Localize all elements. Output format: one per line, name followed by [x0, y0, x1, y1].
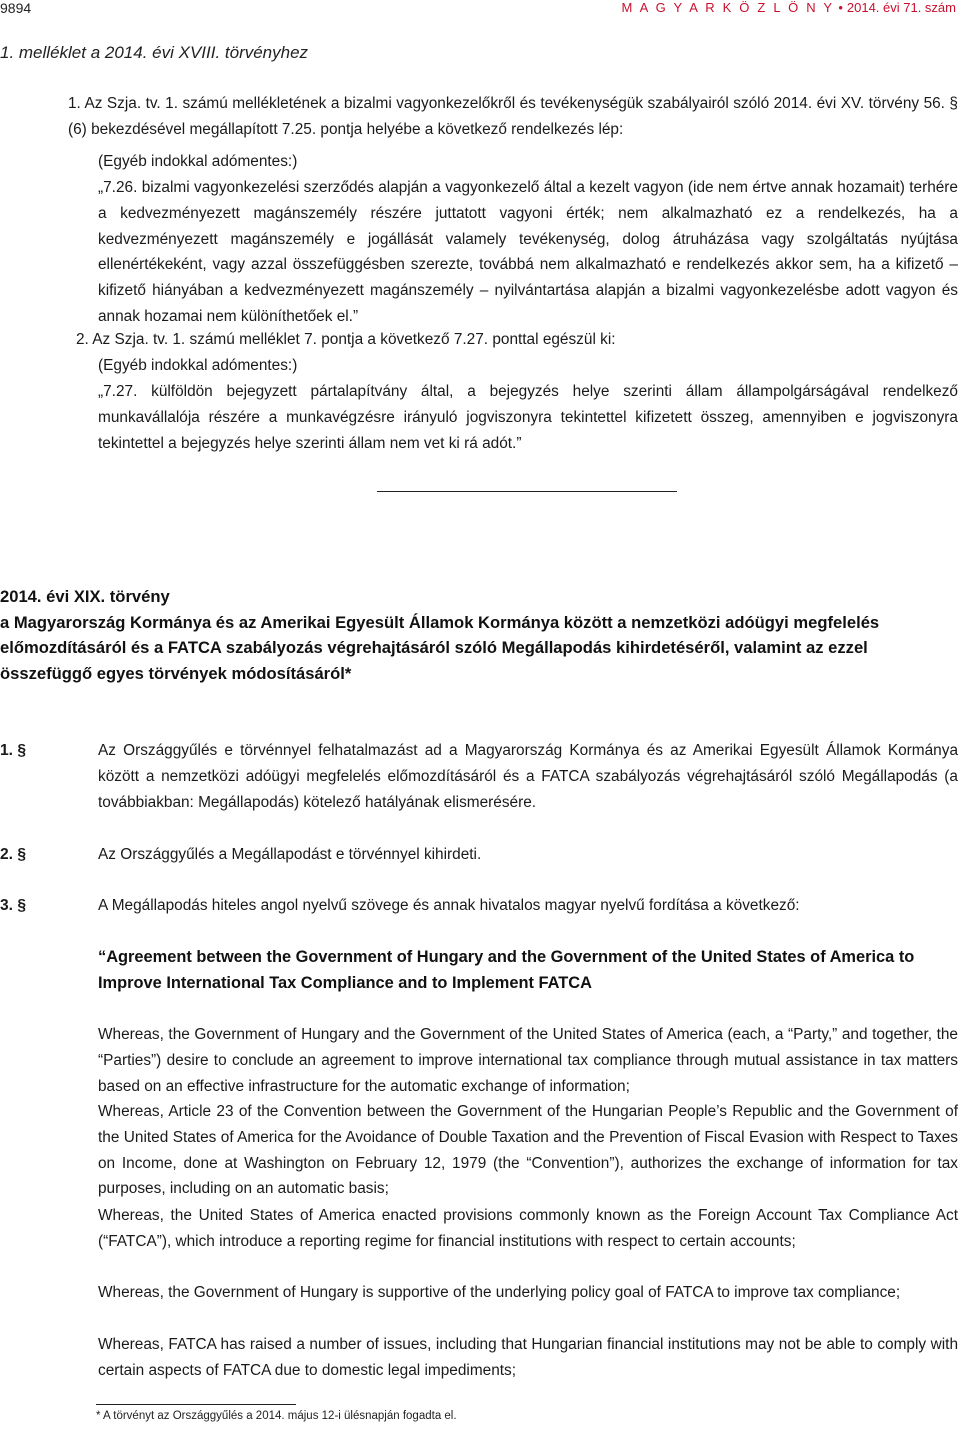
section-1-number: 1. § — [0, 742, 27, 759]
agreement-recital-3: Whereas, the United States of America enacted provisions commonly known as the Foreign Account Tax Compliance Act (“FATCA”), which introduce a reporting regime for financial institutions with respect to certain accounts; — [98, 1207, 958, 1250]
agreement-recital-2: Whereas, Article 23 of the Convention between the Government of the Hungarian People’s Republic and the Government of the United States of America for the Avoidance of Double Taxation and the Prevention of Fiscal Evasion with Respect to Taxes on Income, done at Washington on February 12, 1979 (the “Convention”), authorizes the exchange of information for tax purposes, including on an automatic basis; — [98, 1103, 958, 1198]
amendment-2-intro: 2. Az Szja. tv. 1. számú melléklet 7. pontja a következő 7.27. ponttal egészül ki: — [76, 331, 616, 348]
amendment-2-text: „7.27. külföldön bejegyzett pártalapítvány által, a bejegyzés helye szerinti állam állampolgárságával rendelkező munkavállalója részére a munkavégzésre irányuló jogviszonyra tekintettel kifizetett összeg, amennyiben e jogviszonyra tekintettel a bejegyzés helye szerinti állam nem vet ki rá adót.” — [98, 383, 958, 452]
amendment-1-text: „7.26. bizalmi vagyonkezelési szerződés alapján a vagyonkezelő által a kezelt vagyon (ide nem értve annak hozamait) terhére a kedvezményezett magánszemély részére juttatott vagyoni érték; nem alkalmazható ez a rendelkezés, ha a kedvezményezett magánszemély e jogállását valamely tevékenység, dolog átruházása vagy szolgáltatás nyújtása ellenértékeként, vagy azzal összefüggésben szerezte, továbbá nem alkalmazható e rendelkezés akkor sem, ha a kifizető – kifizető hiányában a kedvezményezett magánszemély – nyilvántartása alapján a bizalmi vagyonkezelésbe adott vagyon és annak hozamai nem különíthetőek el.” — [98, 179, 958, 325]
section-3-number: 3. § — [0, 897, 27, 914]
page-number: 9894 — [0, 0, 32, 16]
footnote-rule — [96, 1404, 296, 1405]
law-subtitle: a Magyarország Kormánya és az Amerikai Egyesült Államok Kormánya között a nemzetközi adóügyi megfelelés előmozdításáról és a FATCA szabályozás végrehajtásáról szóló Megállapodás kihirdetéséről, valamint az ezzel összefüggő egyes törvények módosításáról* — [0, 612, 880, 683]
agreement-title: “Agreement between the Government of Hungary and the Government of the United States of America to Improve International Tax Compliance and to Implement FATCA — [98, 948, 915, 992]
section-2-number: 2. § — [0, 846, 27, 863]
annex-title: 1. melléklet a 2014. évi XVIII. törvényhez — [0, 43, 309, 62]
amendment-1-intro: 1. Az Szja. tv. 1. számú mellékletének a bizalmi vagyonkezelőkről és tevékenységük szabályairól szóló 2014. évi XV. törvény 56. § (6) bekezdésével megállapított 7.25. pontja helyébe a következő rendelkezés lép: — [68, 95, 958, 138]
running-header — [0, 0, 960, 22]
agreement-recital-1: Whereas, the Government of Hungary and the Government of the United States of America (each, a “Party,” and together, the “Parties”) desire to conclude an agreement to improve international tax compliance through mutual assistance in tax matters based on an effective infrastructure for the automatic exchange of information; — [98, 1026, 958, 1095]
journal-name: M A G Y A R K Ö Z L Ö N Y — [621, 0, 835, 15]
footnote: * A törvényt az Országgyűlés a 2014. május 12-i ülésnapján fogadta el. — [96, 1410, 457, 1422]
header-separator: • — [838, 0, 843, 15]
section-1-text: Az Országgyűlés e törvénnyel felhatalmazást ad a Magyarország Kormánya és az Amerikai Egyesült Államok Kormánya között a nemzetközi adóügyi megfelelés előmozdításáról és a FATCA szabályozás végrehajtásáról szóló Megállapodás (a továbbiakban: Megállapodás) kötelező hatályának elismerésére. — [98, 742, 958, 811]
law-title: 2014. évi XIX. törvény — [0, 587, 170, 606]
amendment-2-subheading: (Egyéb indokkal adómentes:) — [98, 357, 298, 374]
issue-label: 2014. évi 71. szám — [846, 0, 956, 15]
journal-header — [622, 0, 956, 15]
section-divider — [377, 491, 677, 492]
law-heading — [0, 584, 950, 686]
amendment-1-subheading: (Egyéb indokkal adómentes:) — [98, 153, 298, 170]
agreement-recital-4: Whereas, the Government of Hungary is supportive of the underlying policy goal of FATCA to improve tax compliance; — [98, 1284, 901, 1301]
agreement-recital-5: Whereas, FATCA has raised a number of issues, including that Hungarian financial institutions may not be able to comply with certain aspects of FATCA due to domestic legal impediments; — [98, 1336, 958, 1379]
section-2-text: Az Országgyűlés a Megállapodást e törvénnyel kihirdeti. — [98, 846, 482, 863]
section-3-text: A Megállapodás hiteles angol nyelvű szövege és annak hivatalos magyar nyelvű fordítása a következő: — [98, 897, 800, 914]
